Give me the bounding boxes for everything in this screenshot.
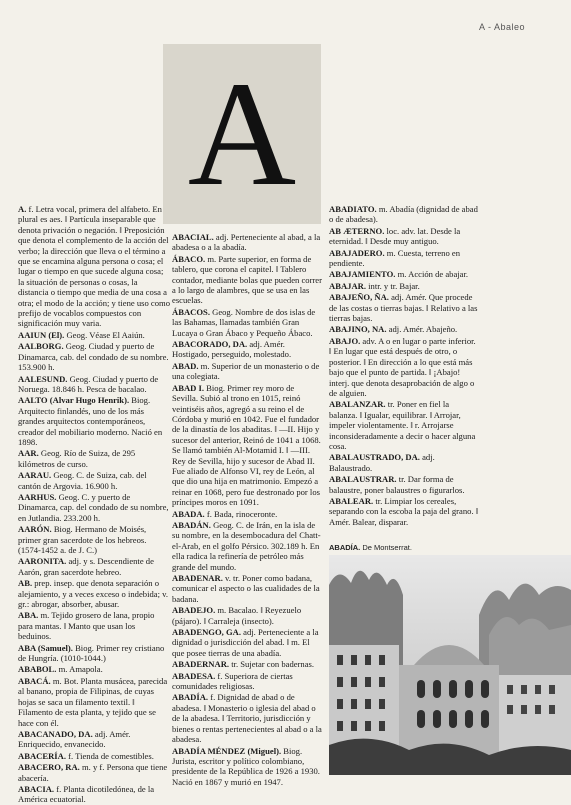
photo-caption-title: ABADÍA. bbox=[329, 543, 361, 552]
entry-headword: AALESUND. bbox=[18, 373, 68, 384]
initial-letter: A bbox=[187, 51, 297, 217]
entry-definition: f. Planta dicotiledónea, de la América ecuatorial. bbox=[18, 783, 155, 805]
entry-definition: adj. Amér. Que procede de las costas o tierras bajas. ‖ Relativo a las tierras bajas. bbox=[329, 292, 478, 324]
entry-definition: tr. Dar forma de balaustre, poner balaustres o figurarlos. bbox=[329, 474, 465, 495]
entry-headword: ABABOL. bbox=[18, 664, 57, 675]
dictionary-entry bbox=[172, 383, 322, 508]
entry-headword: ABADESA. bbox=[172, 670, 216, 681]
dictionary-entry bbox=[18, 784, 170, 805]
dictionary-entry bbox=[329, 474, 479, 495]
entry-definition: adj. y s. Descendiente de Aarón, gran sacerdote hebreo. bbox=[18, 556, 154, 577]
dictionary-entry bbox=[18, 643, 170, 664]
dictionary-entry bbox=[172, 339, 322, 360]
photo-caption bbox=[329, 543, 412, 552]
entry-definition: Biog. Primer rey moro de Sevilla. Subió al trono en 1015, reinó veintiséis años, agregó a su reino el de Córdoba y murió en 1042. Fue el fundador de la dinastía de los abaditas. ‖ —II. Hijo y sucesor del anterior, Reinó de 1041 a 1068. Se llamó también Al-Motamid I. ‖ —III. Rey de Sevilla, hijo y sucesor de Abad II. Fue aliado de Alfonso VI, rey de León, al que dio una hija en matrimonio. Empezó a reinar en 1068, pero fue destronado por los príncipes moros en 1091. bbox=[172, 382, 321, 508]
initial-letter-box bbox=[163, 44, 321, 224]
entry-definition: tr. Poner en fiel la balanza. ‖ Igualar, equilibrar. ‖ Arrojar, impeler violentamente. ‖ r. Arrojarse inconsideradamente a decir o hacer alguna cosa. bbox=[329, 399, 476, 451]
dictionary-entry bbox=[18, 676, 170, 728]
dictionary-entry bbox=[18, 729, 170, 750]
dictionary-entry bbox=[172, 627, 322, 658]
dictionary-entry bbox=[18, 395, 170, 447]
dictionary-entry bbox=[329, 336, 479, 398]
dictionary-entry bbox=[172, 692, 322, 744]
dictionary-entry bbox=[172, 254, 322, 306]
dictionary-entry bbox=[329, 248, 479, 269]
entry-headword: AAR. bbox=[18, 448, 39, 459]
entry-headword: ABALAUSTRADO, DA. bbox=[329, 452, 420, 463]
running-head: A - Abaleo bbox=[478, 22, 525, 32]
entry-headword: ABADERNAR. bbox=[172, 659, 230, 670]
dictionary-entry bbox=[172, 509, 322, 519]
entry-definition: m. Superior de un monasterio o de una colegiata. bbox=[172, 360, 320, 382]
dictionary-entry bbox=[18, 448, 170, 469]
entry-headword: ABAJEÑO, ÑA. bbox=[329, 292, 389, 303]
entry-definition: tr. Sujetar con badernas. bbox=[229, 659, 315, 670]
entry-headword: AAIUN (El). bbox=[18, 329, 65, 340]
dictionary-entry bbox=[329, 324, 479, 334]
dictionary-entry bbox=[18, 664, 170, 674]
dictionary-entry bbox=[329, 281, 479, 291]
entry-headword: ABACANADO, DA. bbox=[18, 728, 93, 739]
entry-definition: tr. Limpiar los cereales, separando con la escoba la paja del grano. ‖ Amér. Balear, disparar. bbox=[329, 495, 479, 527]
entry-definition: prep. insep. que denota separación o alejamiento, y a veces exceso o indebida; v. gr.: abrogar, absorber, abusar. bbox=[18, 578, 169, 610]
photo-caption-text: De Montserrat. bbox=[360, 543, 412, 552]
column-3 bbox=[329, 204, 479, 534]
dictionary-entry bbox=[18, 751, 170, 761]
entry-headword: ABADÁN. bbox=[172, 519, 211, 530]
entry-definition: f. Letra vocal, primera del alfabeto. En plural es aes. ‖ Partícula inseparable que denota privación o negación. ‖ Preposición que denota el complemento de la acción del verbo; la dirección que lleva o el término a que se encamina alguna persona o cosa; el lugar o tiempo en que sucede alguna cosa; la situación de personas o cosas, la distancia o tiempo que media de una cosa a otra; el modo de la acción; y tiene uso como prefijo de vocablos compuestos con significación muy varia. bbox=[18, 204, 171, 329]
entry-definition: m. Cuesta, terreno en pendiente. bbox=[329, 247, 461, 269]
entry-definition: adj. Balaustrado. bbox=[329, 452, 435, 473]
entry-headword: AB. bbox=[18, 578, 33, 589]
entry-headword: ABAD. bbox=[172, 360, 199, 371]
entry-definition: m. Bacalao. ‖ Reyezuelo (pájaro). ‖ Carraleja (insecto). bbox=[172, 605, 302, 626]
entry-headword: ABADÍA MÉNDEZ (Miguel). bbox=[172, 745, 282, 756]
entry-definition: Biog. Primer rey cristiano de Hungría. (1010-1044.) bbox=[18, 642, 165, 664]
entry-definition: m. Parte superior, en forma de tablero, que corona el capitel. ‖ Tablero contador, mediante bolas que pueden correr a lo largo de alambres, que se usa en las escuelas. bbox=[172, 253, 322, 306]
entry-definition: Geog. C. y puerto de Dinamarca, cap. del condado de su nombre, en Jutlandia. 233.200 h. bbox=[18, 491, 169, 523]
entry-headword: AARONITA. bbox=[18, 556, 67, 567]
dictionary-entry bbox=[172, 361, 322, 382]
entry-headword: ABA (Samuel). bbox=[18, 642, 73, 653]
entry-headword: ABACERÍA. bbox=[18, 750, 66, 761]
entry-headword: ABACORADO, DA. bbox=[172, 339, 248, 350]
entry-definition: adj. Perteneciente a la dignidad o jurisdicción del abad. ‖ m. El que posee tierras de una abadía. bbox=[172, 627, 319, 658]
dictionary-entry bbox=[18, 556, 170, 577]
entry-headword: ABAJO. bbox=[329, 335, 361, 346]
entry-definition: v. tr. Poner como badana, comunicar el aspecto o las cualidades de la badana. bbox=[172, 573, 320, 604]
entry-headword: ABACÁ. bbox=[18, 675, 51, 686]
entry-definition: loc. adv. lat. Desde la eternidad. ‖ Desde muy antiguo. bbox=[329, 225, 461, 247]
entry-definition: Biog. Arquitecto finlandés, uno de los más grandes arquitectos contemporáneos, creador del mobiliario moderno. Nació en 1898. bbox=[18, 395, 163, 447]
entry-definition: adj. Perteneciente al abad, a la abadesa o a la abadía. bbox=[172, 232, 321, 253]
dictionary-entry bbox=[18, 610, 170, 641]
dictionary-entry bbox=[172, 605, 322, 626]
entry-headword: ÁBACO. bbox=[172, 253, 206, 264]
entry-headword: ABALEAR. bbox=[329, 495, 374, 506]
entry-definition: f. Bada, rinoceronte. bbox=[204, 508, 278, 519]
entry-definition: f. Superiora de ciertas comunidades religiosas. bbox=[172, 670, 293, 692]
dictionary-entry bbox=[18, 204, 170, 329]
entry-headword: ABADENGO, GA. bbox=[172, 627, 241, 638]
dictionary-entry bbox=[18, 492, 170, 523]
entry-headword: AALBORG. bbox=[18, 341, 64, 352]
dictionary-entry bbox=[172, 573, 322, 604]
entry-definition: Geog. Véase El Aaiún. bbox=[64, 329, 145, 340]
entry-definition: f. Dignidad de abad o de abadesa. ‖ Monasterio o iglesia del abad o de la abadesa. ‖ Territorio, jurisdicción y bienes o rentas pertenecientes al abad o a la abadesa. bbox=[172, 692, 322, 745]
entry-headword: ABAD I. bbox=[172, 382, 204, 393]
entry-headword: ABADIATO. bbox=[329, 204, 377, 214]
entry-definition: m. Amapola. bbox=[56, 664, 103, 675]
entry-headword: AARHUS. bbox=[18, 491, 57, 502]
dictionary-entry bbox=[329, 399, 479, 451]
entry-definition: intr. y tr. Bajar. bbox=[366, 280, 420, 291]
entry-headword: AB ÆTERNO. bbox=[329, 225, 385, 236]
dictionary-entry bbox=[18, 762, 170, 783]
entry-definition: adj. Amér. Abajeño. bbox=[386, 324, 458, 335]
entry-definition: Biog. Hermano de Moisés, primer gran sacerdote de los hebreos. (1574-1452 a. de J. C.) bbox=[18, 524, 147, 555]
dictionary-entry bbox=[172, 671, 322, 692]
entry-definition: Geog. Ciudad y puerto de Dinamarca, cab. del condado de su nombre. 153.900 h. bbox=[18, 341, 169, 373]
dictionary-entry bbox=[172, 307, 322, 338]
dictionary-entry bbox=[18, 341, 170, 372]
dictionary-entry bbox=[18, 578, 170, 609]
dictionary-entry bbox=[329, 204, 479, 225]
dictionary-entry bbox=[18, 374, 170, 395]
dictionary-entry bbox=[172, 232, 322, 253]
entry-definition: Geog. C. de Irán, en la isla de su nombre, en la desembocadura del Chatt-el-Arab, en el golfo Pérsico. 302.189 h. En ella radica la refinería de petróleo más grande del mundo. bbox=[172, 519, 321, 572]
column-2 bbox=[172, 232, 322, 792]
dictionary-entry bbox=[329, 496, 479, 527]
entry-headword: ABALANZAR. bbox=[329, 399, 386, 410]
entry-headword: ABAJADERO. bbox=[329, 247, 385, 258]
entry-definition: Biog. Jurista, escritor y político colombiano, presidente de la República de 1926 a 1930. Nació en 1867 y murió en 1947. bbox=[172, 745, 320, 787]
dictionary-entry bbox=[18, 524, 170, 555]
entry-headword: ABACIA. bbox=[18, 783, 55, 794]
entry-definition: m. Abadía (dignidad de abad o de abadesa). bbox=[329, 204, 478, 225]
dictionary-entry bbox=[18, 470, 170, 491]
entry-headword: ABACERO, RA. bbox=[18, 762, 80, 773]
entry-definition: adj. Amér. Hostigado, perseguido, molestado. bbox=[172, 339, 292, 360]
entry-definition: m. Tejido grosero de lana, propio para mantas. ‖ Manto que usan los beduinos. bbox=[18, 610, 155, 642]
entry-definition: m. Acción de abajar. bbox=[395, 269, 468, 280]
entry-headword: ABAJAR. bbox=[329, 280, 367, 291]
entry-headword: ABADENAR. bbox=[172, 573, 223, 583]
dictionary-entry bbox=[172, 659, 322, 669]
entry-definition: f. Tienda de comestibles. bbox=[66, 750, 154, 761]
entry-headword: AALTO (Alvar Hugo Henrik). bbox=[18, 395, 130, 406]
entry-definition: m. y f. Persona que tiene abacería. bbox=[18, 762, 168, 783]
abbey-photo-illustration bbox=[329, 555, 571, 775]
entry-definition: Geog. Río de Suiza, de 295 kilómetros de curso. bbox=[18, 448, 136, 469]
entry-headword: ABAJINO, NA. bbox=[329, 324, 387, 335]
entry-definition: Geog. C. de Suiza, cab. del cantón de Argovia. 16.900 h. bbox=[18, 470, 147, 491]
entry-definition: Geog. Nombre de dos islas de las Bahamas, llamadas también Gran Lucaya o Gran Ábaco y Pequeño Ábaco. bbox=[172, 306, 316, 338]
dictionary-entry bbox=[329, 292, 479, 323]
entry-headword: A. bbox=[18, 204, 27, 214]
dictionary-entry bbox=[329, 226, 479, 247]
entry-definition: m. Bot. Planta musácea, parecida al banano, propia de Filipinas, de cuyas hojas se saca un filamento textil. ‖ Filamento de esta planta, y tejido que se hace con él. bbox=[18, 675, 168, 728]
entry-headword: ABADEJO. bbox=[172, 605, 216, 616]
dictionary-entry bbox=[18, 330, 170, 340]
entry-headword: ABA. bbox=[18, 610, 39, 621]
entry-headword: ABADA. bbox=[172, 508, 205, 519]
abbey-photo bbox=[329, 555, 571, 775]
entry-definition: adj. Amér. Enriquecido, envanecido. bbox=[18, 728, 131, 750]
dictionary-entry bbox=[329, 269, 479, 279]
dictionary-entry bbox=[329, 452, 479, 473]
dictionary-entry bbox=[172, 520, 322, 572]
entry-headword: ABACIAL. bbox=[172, 232, 214, 242]
entry-definition: Geog. Ciudad y puerto de Noruega. 18.846 h. Pesca de bacalao. bbox=[18, 373, 159, 394]
entry-headword: ÁBACOS. bbox=[172, 306, 210, 317]
column-1 bbox=[18, 204, 171, 805]
entry-headword: AARÓN. bbox=[18, 524, 52, 535]
dictionary-entry bbox=[172, 746, 322, 788]
entry-definition: adv. A o en lugar o parte inferior. ‖ En lugar que está después de otro, o posterior. ‖ En dirección a lo que está más bajo que el punto de partida. ‖ ¡Abajo! interj. que denota desaprobación de algo o de alguien. bbox=[329, 335, 476, 398]
entry-headword: ABAJAMIENTO. bbox=[329, 269, 396, 280]
entry-headword: AARAU. bbox=[18, 470, 52, 481]
entry-headword: ABALAUSTRAR. bbox=[329, 474, 397, 485]
entry-headword: ABADÍA. bbox=[172, 692, 209, 703]
